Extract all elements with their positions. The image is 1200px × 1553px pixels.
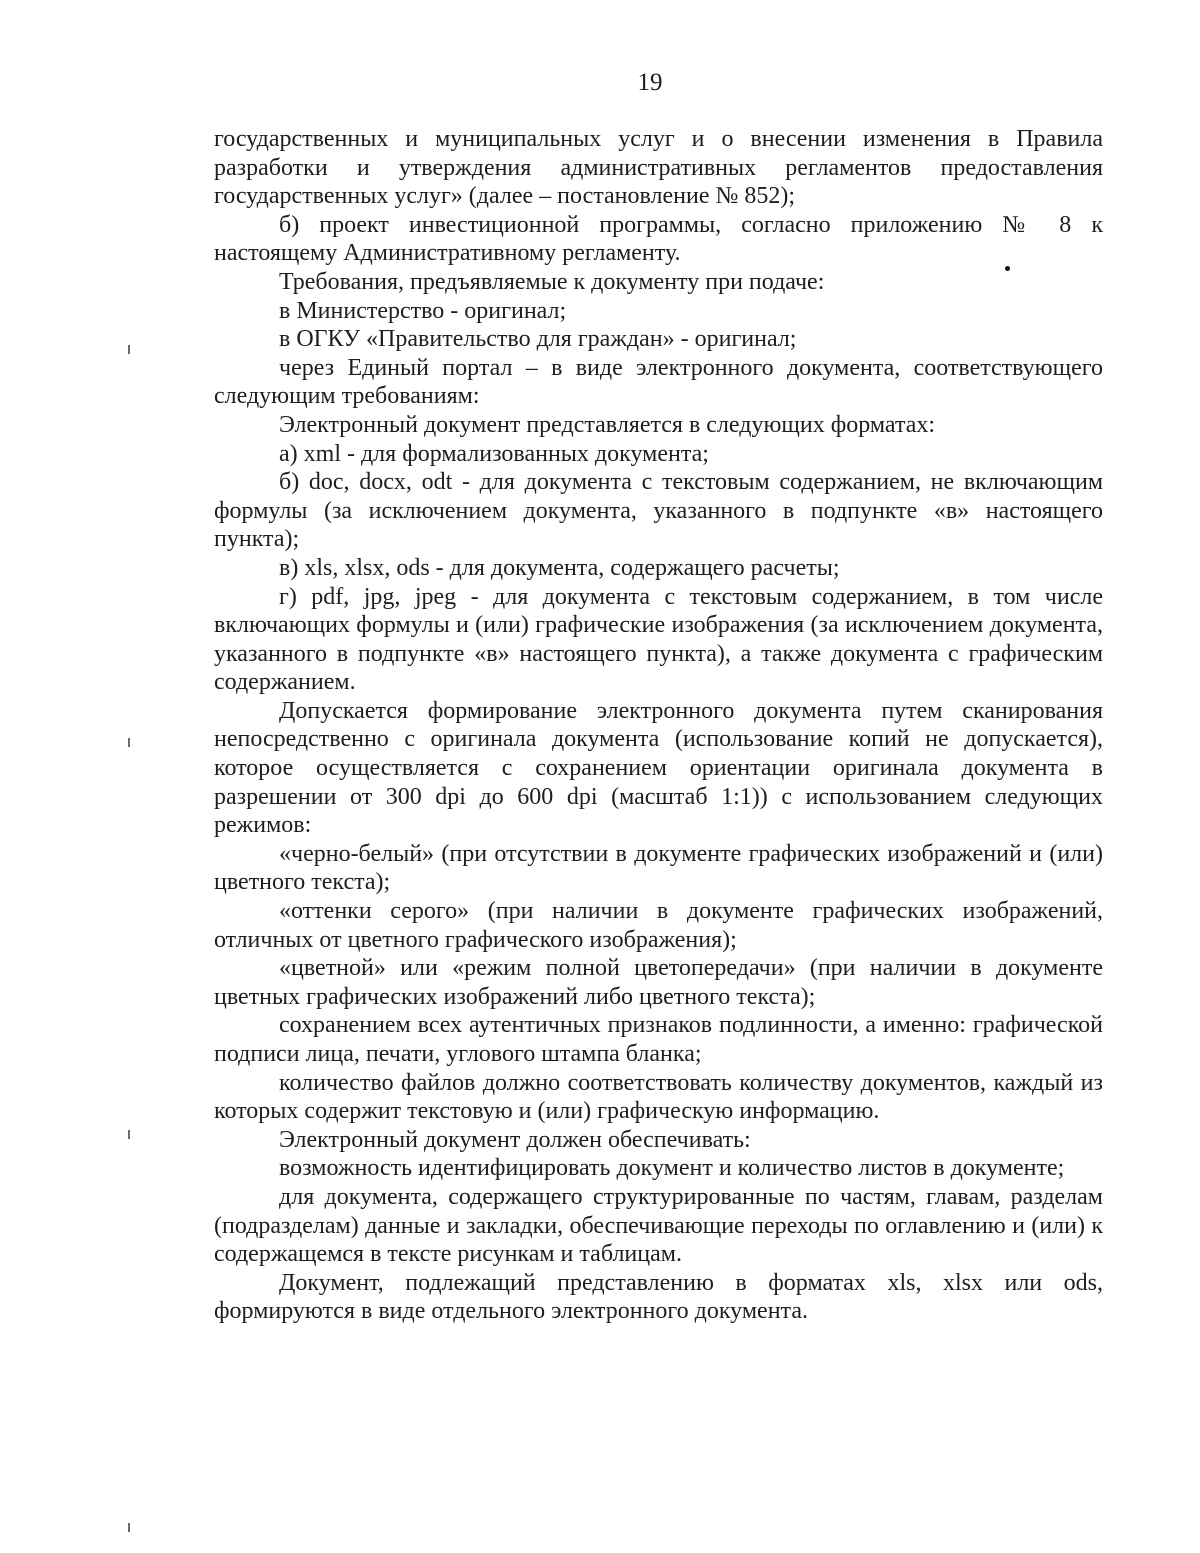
paragraph-format-v: в) xls, xlsx, ods - для документа, содержащего расчеты; (279, 554, 840, 581)
paragraph-spreadsheet: Документ, подлежащий представлению в форматах xls, xlsx или ods, формируются в виде отдельного электронного документа. (214, 1269, 1103, 1325)
scan-dot (1005, 266, 1010, 271)
paragraph-continuation: государственных и муниципальных услуг и о внесении изменения в Правила разработки и утверждения административных регламентов предоставления государственных услуг» (далее – постановление № 852); (214, 126, 1103, 210)
paragraph-format-a: а) xml - для формализованных документа; (279, 440, 709, 467)
document-body (214, 125, 1103, 1326)
scan-mark (128, 1523, 130, 1532)
paragraph-authenticity: сохранением всех аутентичных признаков подлинности, а именно: графической подписи лица, печати, углового штампа бланка; (214, 1012, 1103, 1067)
scan-mark (128, 738, 130, 747)
paragraph-portal: через Единый портал – в виде электронного документа, соответствующего следующим требованиям: (214, 354, 1103, 410)
paragraph-structure: для документа, содержащего структурированные по частям, главам, разделам (подразделам) данные и закладки, обеспечивающие переходы по оглавлению и (или) к содержащемся в тексте рисункам и таблицам. (214, 1183, 1103, 1268)
paragraph-mode-bw: «черно-белый» (при отсутствии в документе графических изображений и (или) цветного текста); (214, 840, 1103, 896)
paragraph-formats: Электронный документ представляется в следующих форматах: (279, 411, 936, 438)
paragraph-format-b: б) doc, docx, odt - для документа с текстовым содержанием, не включающим формулы (за исключением документа, указанного в подпункте «в» настоящего пункта); (214, 469, 1103, 553)
paragraph-requirements: Требования, предъявляемые к документу при подаче: (279, 268, 825, 295)
paragraph-ministry: в Министерство - оригинал; (279, 297, 567, 324)
paragraph-identify: возможность идентифицировать документ и количество листов в документе; (279, 1155, 1065, 1182)
paragraph-mode-gray: «оттенки серого» (при наличии в документе графических изображений, отличных от цветного графического изображения); (214, 898, 1103, 953)
paragraph-ogku: в ОГКУ «Правительство для граждан» - оригинал; (279, 326, 797, 353)
paragraph-file-count: количество файлов должно соответствовать количеству документов, каждый из которых содержит текстовую и (или) графическую информацию. (214, 1069, 1103, 1125)
page-number: 19 (637, 69, 663, 96)
paragraph-scanning: Допускается формирование электронного документа путем сканирования непосредственно с оригинала документа (использование копий не допускается), которое осуществляется с сохранением ориентации оригинала документа в разрешении от 300 dpi до 600 dpi (масштаб 1:1)) с использованием следующих режимов: (214, 697, 1103, 839)
scan-mark (128, 1130, 130, 1139)
scan-mark (128, 345, 130, 354)
paragraph-must-provide: Электронный документ должен обеспечивать: (279, 1126, 751, 1153)
paragraph-mode-color: «цветной» или «режим полной цветопередачи» (при наличии в документе цветных графических изображений либо цветного текста); (214, 955, 1103, 1010)
paragraph-item-b: б) проект инвестиционной программы, согласно приложению № 8 к настоящему Административному регламенту. (214, 211, 1103, 267)
paragraph-format-g: г) pdf, jpg, jpeg - для документа с текстовым содержанием, в том числе включающих формулы и (или) графические изображения (за исключением документа, указанного в подпункте «в» настоящего пункта), а также документа с графическим содержанием. (214, 583, 1103, 696)
